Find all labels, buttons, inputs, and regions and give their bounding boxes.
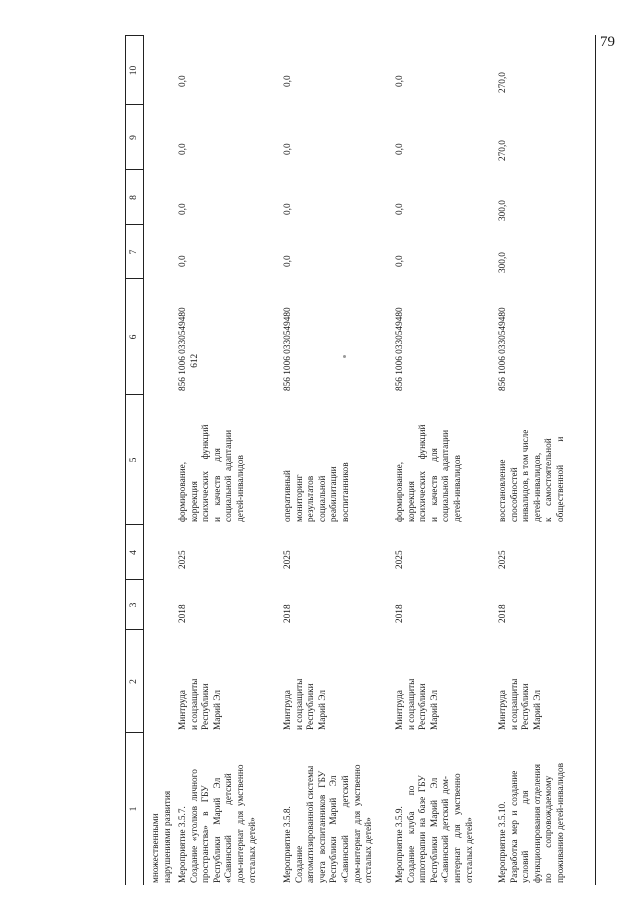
result-cell: восстановление способностей инвалидов, в том числе детей-инвалидов, к самостоятельной общественной и bbox=[498, 429, 566, 522]
executor-cell: Минтруда и соцзащиты Республики Марий Эл bbox=[283, 678, 328, 730]
value-col-10: 0,0 bbox=[178, 75, 188, 87]
header-bottom-border bbox=[143, 35, 144, 885]
page-number: 79 bbox=[600, 34, 615, 50]
event-cell: Мероприятие 3.5.8. Создание автоматизированной системы учета воспитанников ГБУ Республики Марий Эл «Савинский детский дом-интернат для умственно отсталых детей» bbox=[283, 764, 375, 883]
start-year-cell: 2018 bbox=[283, 604, 293, 623]
header-col-5: 5 bbox=[128, 457, 139, 463]
value-col-7: 0,0 bbox=[395, 255, 405, 267]
executor-cell: Минтруда и соцзащиты Республики Марий Эл bbox=[498, 678, 543, 730]
value-col-7: 300,0 bbox=[498, 252, 508, 273]
value-col-9: 0,0 bbox=[395, 143, 405, 155]
header-col-1: 1 bbox=[128, 806, 139, 812]
value-col-8: 300,0 bbox=[498, 200, 508, 221]
result-cell: оперативный мониторинг результатов социальной реабилитации воспитанников bbox=[283, 462, 351, 522]
budget-code-cell: 856 1006 0330549480 bbox=[395, 307, 405, 391]
end-year-cell: 2025 bbox=[178, 550, 188, 569]
result-cell: формирование, коррекция психических функций и качеств для социальной адаптации детей-инвалидов bbox=[178, 424, 246, 522]
budget-code-cell: 856 1006 0330549480 bbox=[283, 307, 293, 391]
table-bottom-border bbox=[595, 35, 596, 885]
value-col-8: 0,0 bbox=[178, 203, 188, 215]
value-col-7: 0,0 bbox=[178, 255, 188, 267]
end-year-cell: 2025 bbox=[283, 550, 293, 569]
header-col-2: 2 bbox=[128, 679, 139, 684]
header-col-9: 9 bbox=[128, 135, 139, 140]
value-col-10: 0,0 bbox=[395, 75, 405, 87]
value-col-9: 270,0 bbox=[498, 140, 508, 161]
budget-code-cell: 856 1006 0330549480 bbox=[498, 307, 508, 391]
start-year-cell: 2018 bbox=[178, 604, 188, 623]
event-cell: Мероприятие 3.5.9. Создание клуба по иппотерапии на базе ГБУ Республики Марий Эл «Савинский детский дом- интернат для умственно отсталых детей» bbox=[395, 773, 475, 883]
event-cell: Мероприятие 3.5.10. Разработка мер и создание условий для функционирования отделения по сопровождаемому проживанию детей-инвалидов bbox=[498, 763, 566, 883]
header-col-10: 10 bbox=[128, 65, 139, 76]
end-year-cell: 2025 bbox=[395, 550, 405, 569]
start-year-cell: 2018 bbox=[498, 604, 508, 623]
executor-cell: Минтруда и соцзащиты Республики Марий Эл bbox=[178, 678, 223, 730]
value-col-10: 270,0 bbox=[498, 72, 508, 93]
value-col-9: 0,0 bbox=[283, 143, 293, 155]
header-col-4: 4 bbox=[128, 550, 139, 555]
rotated-table bbox=[125, 35, 595, 885]
value-col-7: 0,0 bbox=[283, 255, 293, 267]
value-col-10: 0,0 bbox=[283, 75, 293, 87]
end-year-cell: 2025 bbox=[498, 550, 508, 569]
value-col-8: 0,0 bbox=[283, 203, 293, 215]
result-cell: формирование, коррекция психических функций и качеств для социальной адаптации детей-инвалидов bbox=[395, 424, 463, 522]
value-col-9: 0,0 bbox=[178, 143, 188, 155]
start-year-cell: 2018 bbox=[395, 604, 405, 623]
table-top-border bbox=[125, 35, 126, 885]
intro-continuation-text: множественными нарушениями развития bbox=[151, 790, 173, 883]
executor-cell: Минтруда и соцзащиты Республики Марий Эл bbox=[395, 678, 440, 730]
header-col-7: 7 bbox=[128, 249, 139, 255]
value-col-8: 0,0 bbox=[395, 203, 405, 215]
header-col-3: 3 bbox=[128, 602, 139, 608]
header-col-8: 8 bbox=[128, 195, 139, 200]
event-cell: Мероприятие 3.5.7. Создание «уголков личного пространства» в ГБУ Республики Марий Эл «Савинский детский дом-интернат для умственно отсталых детей» bbox=[178, 764, 258, 883]
budget-code-cell: 856 1006 0330549480 612 bbox=[178, 307, 200, 391]
header-col-6: 6 bbox=[128, 334, 139, 340]
